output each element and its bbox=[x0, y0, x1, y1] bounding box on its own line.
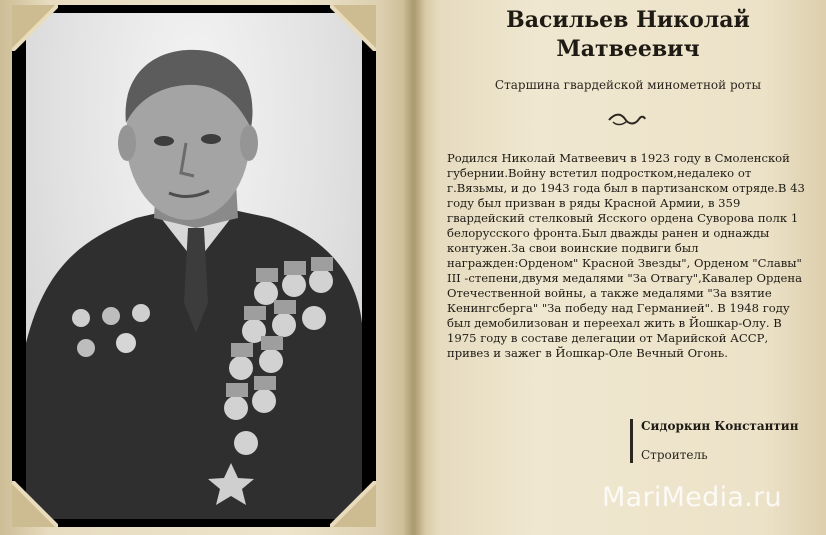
photo-corner-top-left bbox=[12, 5, 58, 51]
author-divider bbox=[630, 419, 633, 463]
book-spine bbox=[403, 0, 425, 535]
person-name bbox=[440, 6, 816, 64]
photo-corner-bottom-left bbox=[12, 481, 58, 527]
person-name-line1: Васильев Николай bbox=[506, 7, 750, 33]
portrait-photo bbox=[26, 13, 362, 519]
biography-text: Родился Николай Матвеевич в 1923 году в Смоленской губернии.Войну встетил подростком,недалеко от г.Вязьмы, и до 1943 года был в партизанском отряде.В 43 году был призван в ряды Красной Армии, в 359 гвардейский стелковый Ясского ордена Суворова полк 1 белорусского фронта.Был дважды ранен и однажды контужен.За свои воинские подвиги был награжден:Орденом" Красной Звезды", Орденом "Славы" III -степени,двумя медалями "За Отвагу",Кавалер Ордена Отечественной войны, а также медалями "За взятие Кенингсберга" "За победу над Германией". В 1948 году был демобилизован и переехал жить в Йошкар-Олу. В 1975 году в составе делегации от Марийской АССР, привез и зажег в Йошкар-Оле Вечный Огонь. bbox=[447, 151, 805, 360]
author-role: Строитель bbox=[641, 448, 708, 462]
flourish-ornament-icon bbox=[607, 112, 647, 128]
person-rank: Старшина гвардейской минометной роты bbox=[494, 78, 762, 92]
author-name: Сидоркин Константин bbox=[641, 419, 799, 433]
watermark: MariMedia.ru bbox=[602, 482, 782, 513]
person-name-line2: Матвеевич bbox=[556, 36, 700, 62]
photo-corner-top-right bbox=[330, 5, 376, 51]
photo-frame bbox=[12, 5, 376, 527]
photo-corner-bottom-right bbox=[330, 481, 376, 527]
portrait-illustration bbox=[26, 13, 362, 519]
